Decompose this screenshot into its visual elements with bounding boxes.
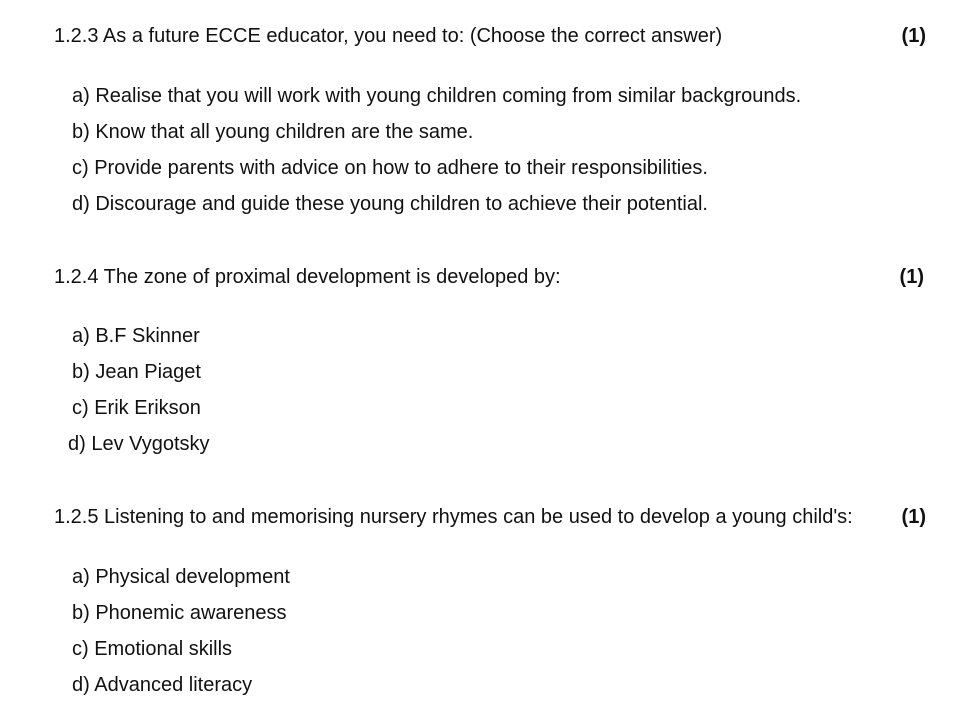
option-a: a) Physical development — [72, 566, 290, 588]
option-a: a) B.F Skinner — [72, 325, 200, 347]
question-text: 1.2.3 As a future ECCE educator, you need to: (Choose the correct answer) — [54, 25, 723, 47]
question-text: 1.2.5 Listening to and memorising nursery rhymes can be used to develop a young child's: — [54, 506, 853, 528]
option-b: b) Jean Piaget — [72, 361, 201, 383]
option-d: d) Advanced literacy — [72, 674, 253, 696]
option-a: a) Realise that you will work with young children coming from similar backgrounds. — [72, 85, 802, 107]
option-b: b) Know that all young children are the same. — [72, 121, 474, 143]
option-c: c) Provide parents with advice on how to adhere to their responsibilities. — [72, 157, 708, 179]
option-c: c) Emotional skills — [72, 638, 233, 660]
question-marks: (1) — [899, 266, 924, 288]
option-d: d) Lev Vygotsky — [68, 433, 210, 455]
question-text: 1.2.4 The zone of proximal development is developed by: — [54, 266, 561, 288]
option-c: c) Erik Erikson — [72, 397, 201, 419]
question-marks: (1) — [901, 25, 926, 47]
option-b: b) Phonemic awareness — [72, 602, 287, 624]
question-marks: (1) — [901, 506, 926, 528]
option-d: d) Discourage and guide these young children to achieve their potential. — [72, 193, 708, 215]
